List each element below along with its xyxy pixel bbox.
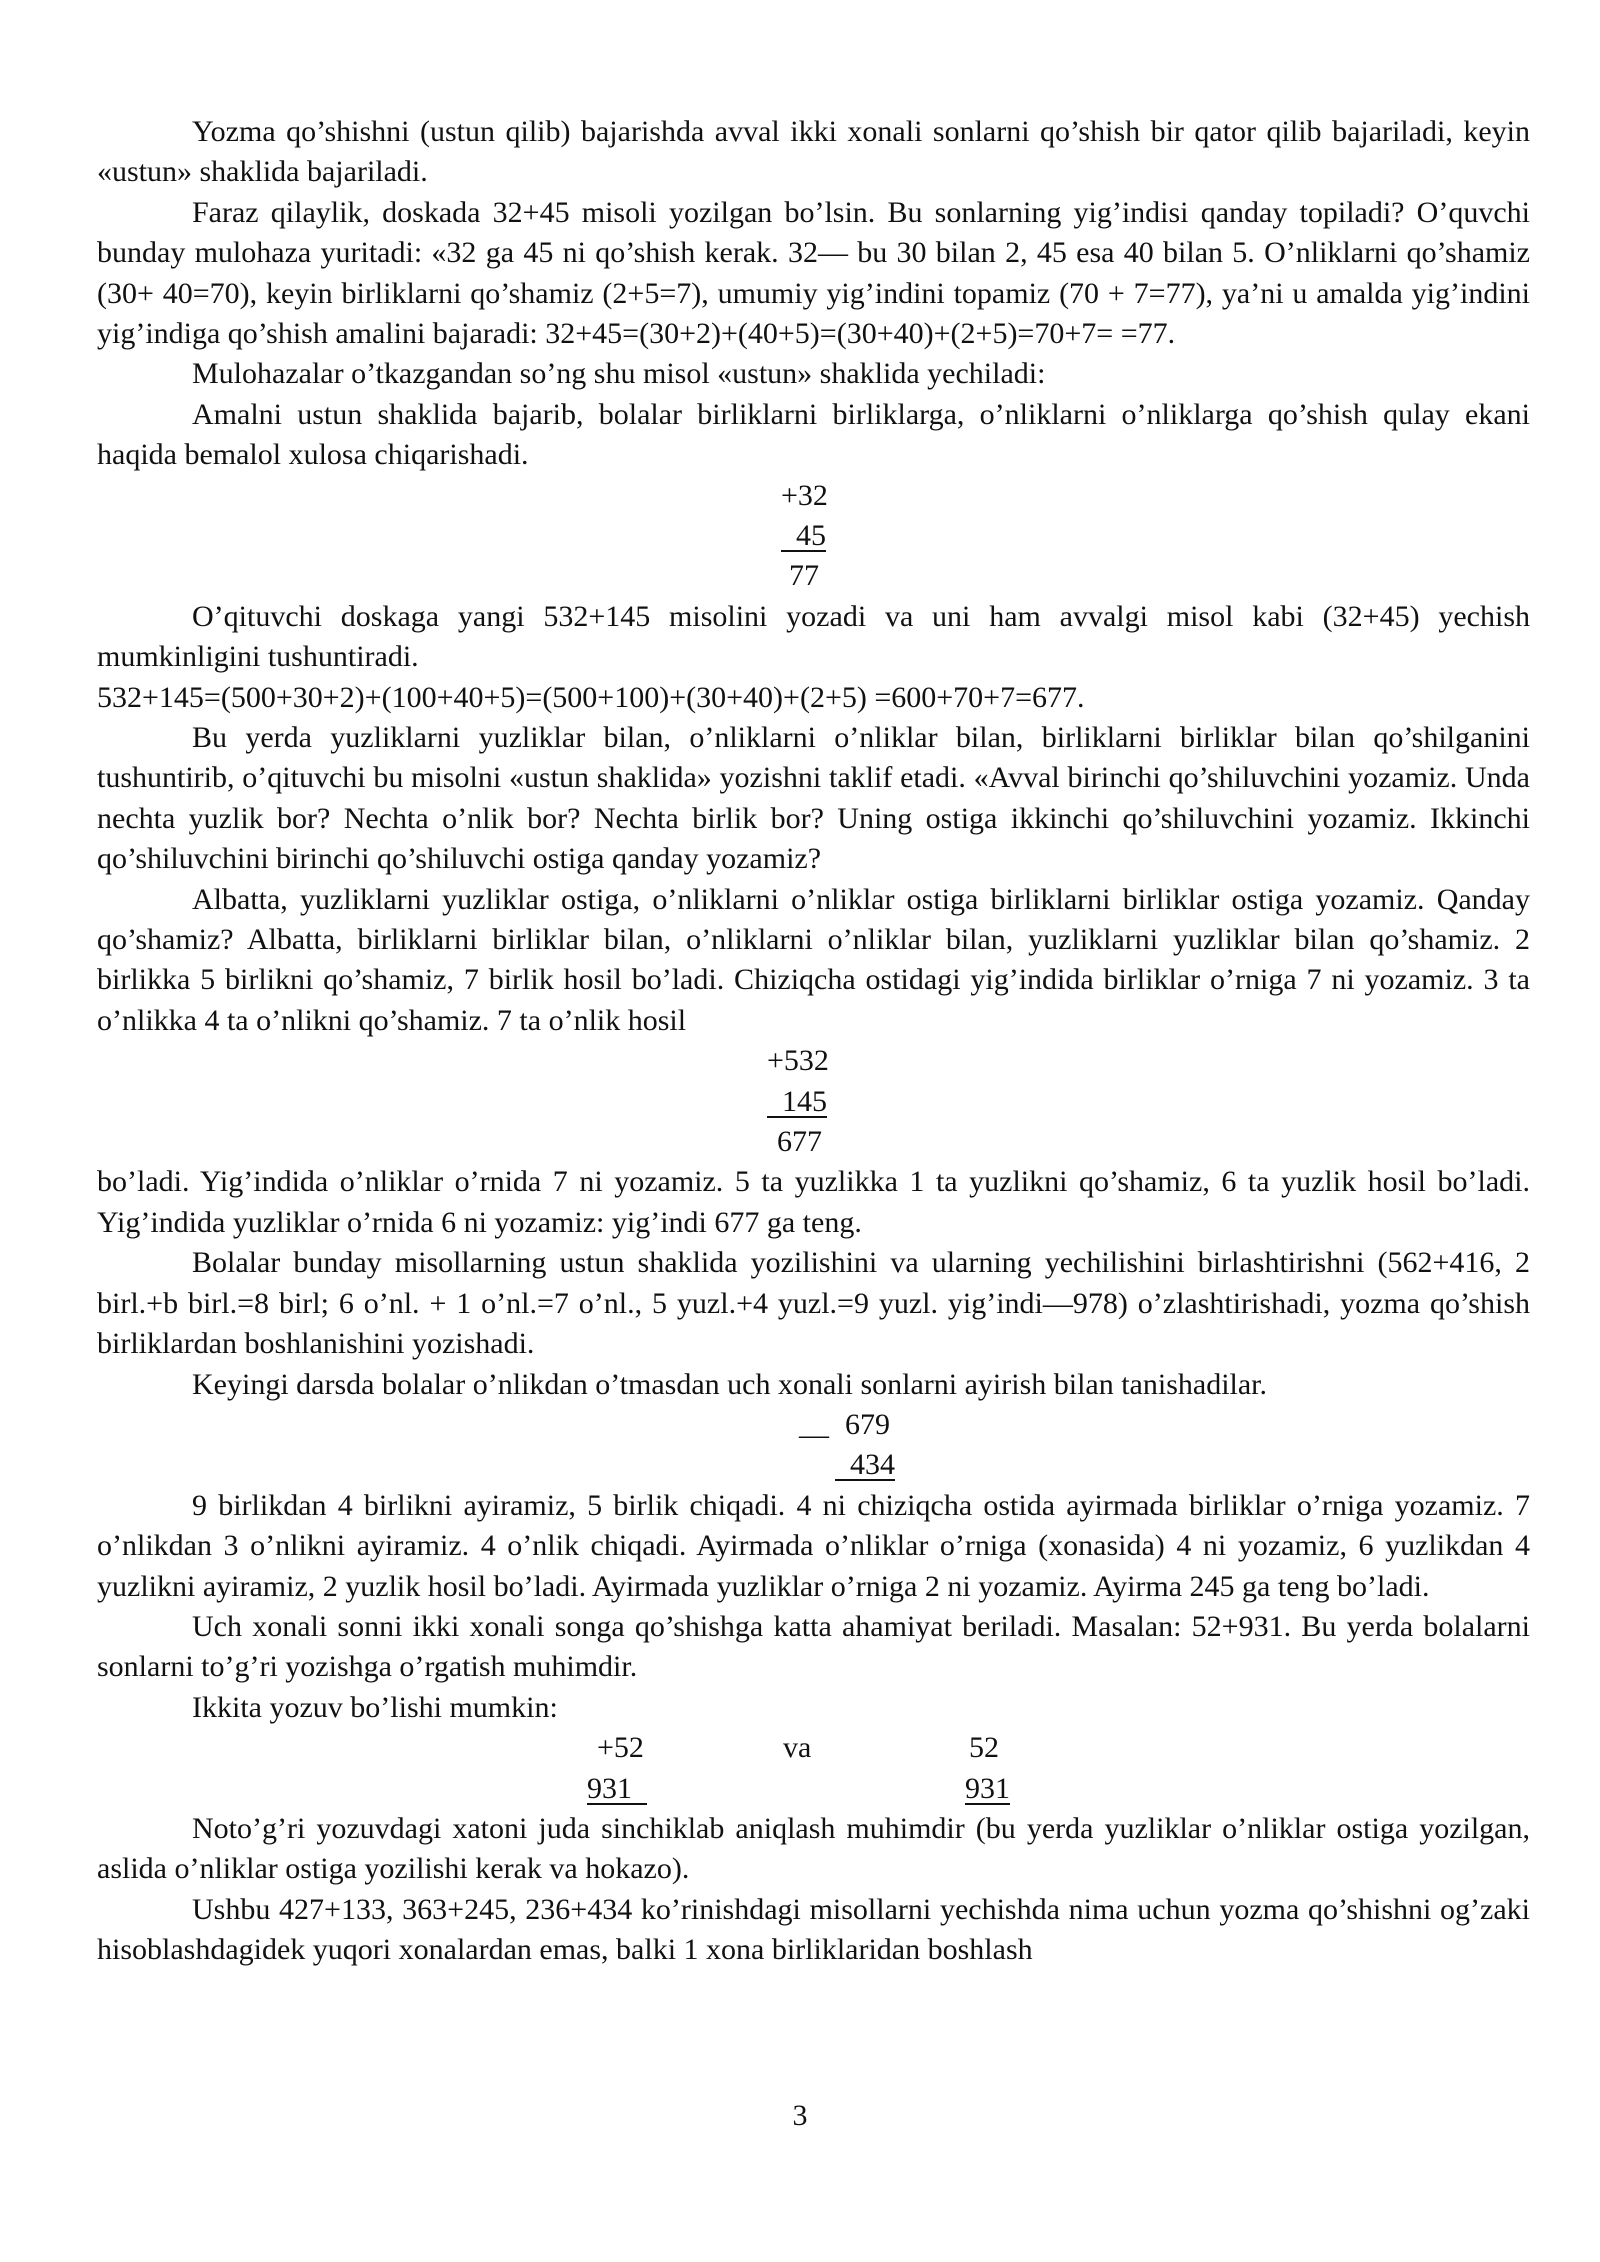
second-addend-value: 145 xyxy=(782,1084,827,1118)
correct-notation-top: 52 xyxy=(969,1731,999,1765)
paragraph: Keyingi darsda bolalar o’nlikdan o’tmasdan uch xonali sonlarni ayirish bilan tanishadilar. xyxy=(192,1367,1268,1401)
wrong-notation-top: +52 xyxy=(597,1731,644,1765)
minus-sign: __ xyxy=(799,1407,829,1441)
paragraph: Yozma qo’shishni (ustun qilib) bajarishda avval ikki xonali sonlarni qo’shish bir qator qilib bajariladi, keyin «ustun» shaklida bajariladi. xyxy=(97,115,1530,189)
paragraph: O’qituvchi doskaga yangi 532+145 misolini yozadi va uni ham avvalgi misol kabi (32+45) yechish mumkinligini tushuntiradi. xyxy=(97,599,1530,674)
connector-word: va xyxy=(783,1731,812,1765)
paragraph: Ushbu 427+133, 363+245, 236+434 ko’rinishdagi misollarni yechishda nima uchun yozma qo’shishni og’zaki hisoblashdagidek yuqori xonalardan emas, balki 1 xona birliklaridan boshlash xyxy=(97,1892,1530,1967)
paragraph: Bolalar bunday misollarning ustun shaklida yozilishini va ularning yechilishini birlashtirishni (562+416, 2 birl.+b birl.=8 birl; 6 o’nl. + 1 o’nl.=7 o’nl., 5 yuzl.+4 yuzl.=9 yuzl. yig’indi—978) o’zlashtirishadi, yozma qo’shish birliklardan boshlanishini yozishadi. xyxy=(97,1246,1530,1361)
paragraph: bo’ladi. Yig’indida o’nliklar o’rnida 7 ni yozamiz. 5 ta yuzlikka 1 ta yuzlikni qo’shamiz, 6 ta yuzlik hosil bo’ladi. Yig’indida yuzliklar o’rnida 6 ni yozamiz: yig’indi 677 ga teng. xyxy=(97,1165,1530,1239)
page-body xyxy=(97,112,1530,1971)
first-addend: +532 xyxy=(767,1044,829,1078)
subtrahend-value: 434 xyxy=(850,1448,895,1482)
second-addend-value: 45 xyxy=(796,519,826,553)
paragraph: Faraz qilaylik, doskada 32+45 misoli yozilgan bo’lsin. Bu sonlarning yig’indisi qanday topiladi? O’quvchi bunday mulohaza yuritadi: «32 ga 45 ni qo’shish kerak. 32— bu 30 bilan 2, 45 esa 40 bilan 5. O’nliklarni qo’shamiz (30+ 40=70), keyin birliklarni qo’shamiz (2+5=7), umumiy yig’indini topamiz (70 + 7=77), ya’ni u amalda yig’indini yig’indiga qo’shish amalini bajaradi: 32+45=(30+2)+(40+5)=(30+40)+(2+5)=70+7= =77. xyxy=(97,195,1530,351)
page-number: 3 xyxy=(792,2099,808,2132)
paragraph: Ikkita yozuv bo’lishi mumkin: xyxy=(192,1690,558,1724)
addition-example-32-45 xyxy=(97,476,1530,597)
second-addend xyxy=(781,516,826,556)
addition-example-532-145 xyxy=(97,1041,1530,1162)
equation-line: 532+145=(500+30+2)+(100+40+5)=(500+100)+(30+40)+(2+5) =600+70+7=677. xyxy=(97,680,1085,714)
wrong-notation-bottom xyxy=(587,1769,647,1809)
two-notations-example xyxy=(97,1728,1530,1809)
second-addend xyxy=(767,1082,827,1122)
correct-notation-bottom: 931 xyxy=(965,1771,1010,1805)
paragraph: 9 birlikdan 4 birlikni ayiramiz, 5 birlik chiqadi. 4 ni chiziqcha ostida ayirmada birliklar o’rniga yozamiz. 7 o’nlikdan 3 o’nlikni ayiramiz. 4 o’nlik chiqadi. Ayirmada o’nliklar o’rniga (xonasida) 4 ni yozamiz, 6 yuzlikdan 4 yuzlikni ayiramiz, 2 yuzlik hosil bo’ladi. Ayirmada yuzliklar o’rniga 2 ni yozamiz. Ayirma 245 ga teng bo’ladi. xyxy=(97,1488,1530,1603)
sum: 677 xyxy=(777,1125,822,1159)
paragraph: Mulohazalar o’tkazgandan so’ng shu misol «ustun» shaklida yechiladi: xyxy=(192,357,1046,391)
subtraction-example-679-434 xyxy=(97,1405,1530,1486)
paragraph: Albatta, yuzliklarni yuzliklar ostiga, o’nliklarni o’nliklar ostiga birliklarni birliklar ostiga yozamiz. Qanday qo’shamiz? Albatta, birliklarni birliklar bilan, o’nliklarni o’nliklar bilan, yuzliklarni yuzliklar bilan qo’shamiz. 2 birlikka 5 birlikni qo’shamiz, 7 birlik hosil bo’ladi. Chiziqcha ostidagi yig’indida birliklar o’rniga 7 ni yozamiz. 3 ta o’nlikka 4 ta o’nlikni qo’shamiz. 7 ta o’nlik hosil xyxy=(97,882,1530,1037)
first-addend: +32 xyxy=(781,478,828,512)
minuend: 679 xyxy=(845,1407,890,1441)
sum: 77 xyxy=(789,559,819,593)
paragraph: Uch xonali sonni ikki xonali songa qo’shishga katta ahamiyat beriladi. Masalan: 52+931. Bu yerda bolalarni sonlarni to’g’ri yozishga o’rgatish muhimdir. xyxy=(97,1609,1530,1684)
paragraph: Bu yerda yuzliklarni yuzliklar bilan, o’nliklarni o’nliklar bilan, birliklarni birliklar bilan qo’shilganini tushuntirib, o’qituvchi bu misolni «ustun shaklida» yozishni taklif etadi. «Avval birinchi qo’shiluvchini yozamiz. Unda nechta yuzlik bor? Nechta o’nlik bor? Nechta birlik bor? Uning ostiga ikkinchi qo’shiluvchini yozamiz. Ikkinchi qo’shiluvchini birinchi qo’shiluvchi ostiga qanday yozamiz? xyxy=(97,721,1530,876)
wrong-notation-bottom-value: 931 xyxy=(587,1771,632,1805)
paragraph: Noto’g’ri yozuvdagi xatoni juda sinchiklab aniqlash muhimdir (bu yerda yuzliklar o’nliklar ostiga yozilgan, aslida o’nliklar ostiga yozilishi kerak va hokazo). xyxy=(97,1811,1530,1886)
subtrahend xyxy=(835,1445,895,1485)
paragraph: Amalni ustun shaklida bajarib, bolalar birliklarni birliklarga, o’nliklarni o’nliklarga qo’shish qulay ekani haqida bemalol xulosa chiqarishadi. xyxy=(97,397,1530,472)
